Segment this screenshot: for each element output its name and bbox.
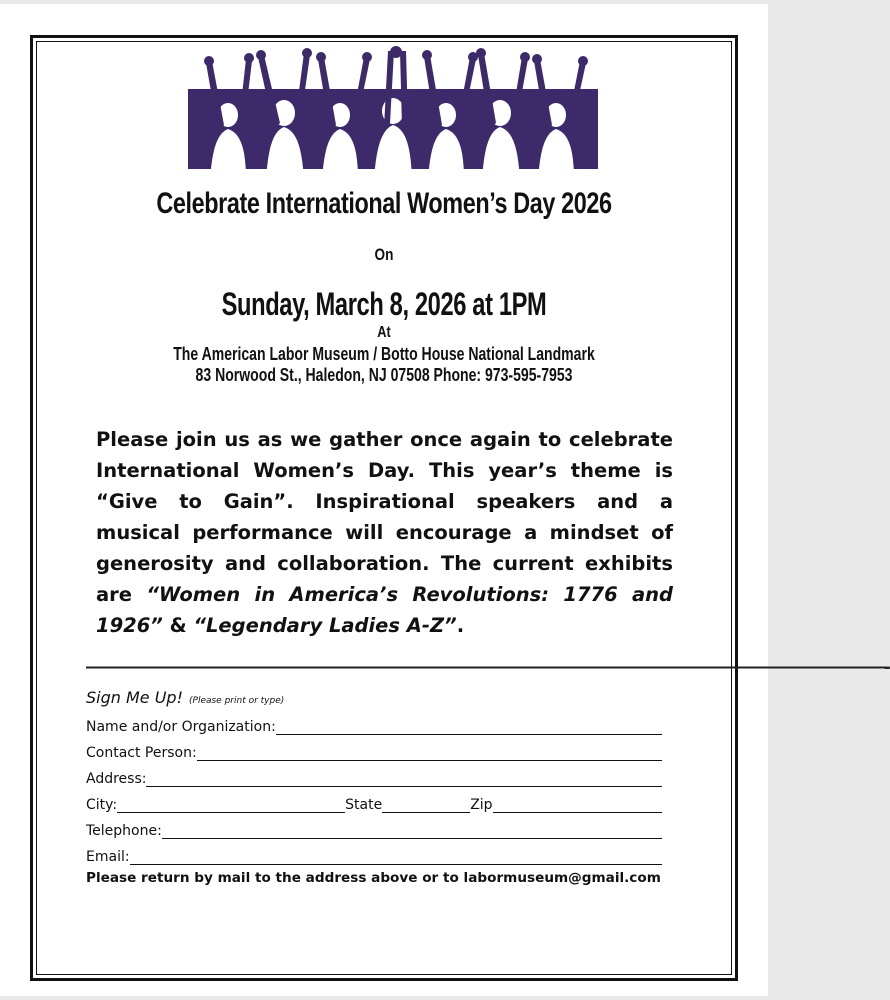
flyer-page xyxy=(0,4,890,996)
exhibit-1: “Women in America’s Revolutions: 1776 and 1926” xyxy=(96,583,673,637)
event-date: Sunday, March 8, 2026 at 1PM xyxy=(221,286,547,322)
city-label: City: xyxy=(86,797,118,813)
venue-name: The American Labor Museum / Botto House National Landmark xyxy=(173,344,595,364)
contact-row xyxy=(86,739,662,761)
cut-line: ——————————————————————————————————————————- xyxy=(86,656,890,678)
state-label: State xyxy=(345,797,383,813)
email-label: Email: xyxy=(86,849,130,865)
name-field[interactable] xyxy=(276,716,662,735)
address-row xyxy=(86,765,662,787)
name-label: Name and/or Organization: xyxy=(86,719,276,735)
venue-address: 83 Norwood St., Haledon, NJ 07508 Phone: 973-595-7953 xyxy=(195,365,573,385)
email-field[interactable] xyxy=(130,846,662,865)
email-row xyxy=(86,843,662,865)
telephone-field[interactable] xyxy=(162,820,662,839)
women-silhouette-banner xyxy=(188,49,598,181)
contact-label: Contact Person: xyxy=(86,745,197,761)
address-field[interactable] xyxy=(146,768,662,787)
at-label: At xyxy=(377,324,391,341)
zip-field[interactable] xyxy=(493,794,662,813)
telephone-label: Telephone: xyxy=(86,823,162,839)
return-instructions: Please return by mail to the address above or to labormuseum@gmail.com xyxy=(86,870,661,886)
city-row xyxy=(86,791,662,813)
state-field[interactable] xyxy=(382,794,470,813)
contact-field[interactable] xyxy=(197,742,662,761)
address-label: Address: xyxy=(86,771,147,787)
city-field[interactable] xyxy=(117,794,345,813)
description-lead: Please join us as we gather once again to celebrate International Women’s Day. This year’s theme is “Give to Gain”. Inspirational speakers and a musical performance will encourage a mindset of generosity and collaboration. The current exhibits are xyxy=(96,428,673,606)
exhibit-2: “Legendary Ladies A-Z” xyxy=(193,614,457,637)
signup-note: (Please print or type) xyxy=(189,696,285,706)
signup-title: Sign Me Up! xyxy=(86,688,183,707)
name-row xyxy=(86,713,662,735)
zip-label: Zip xyxy=(470,797,493,813)
event-description xyxy=(96,424,673,641)
event-title: Celebrate International Women’s Day 2026 xyxy=(156,187,612,220)
description-end: . xyxy=(456,614,465,637)
exhibit-join: & xyxy=(162,614,194,637)
signup-heading xyxy=(86,688,284,707)
on-label: On xyxy=(374,245,394,264)
telephone-row xyxy=(86,817,662,839)
